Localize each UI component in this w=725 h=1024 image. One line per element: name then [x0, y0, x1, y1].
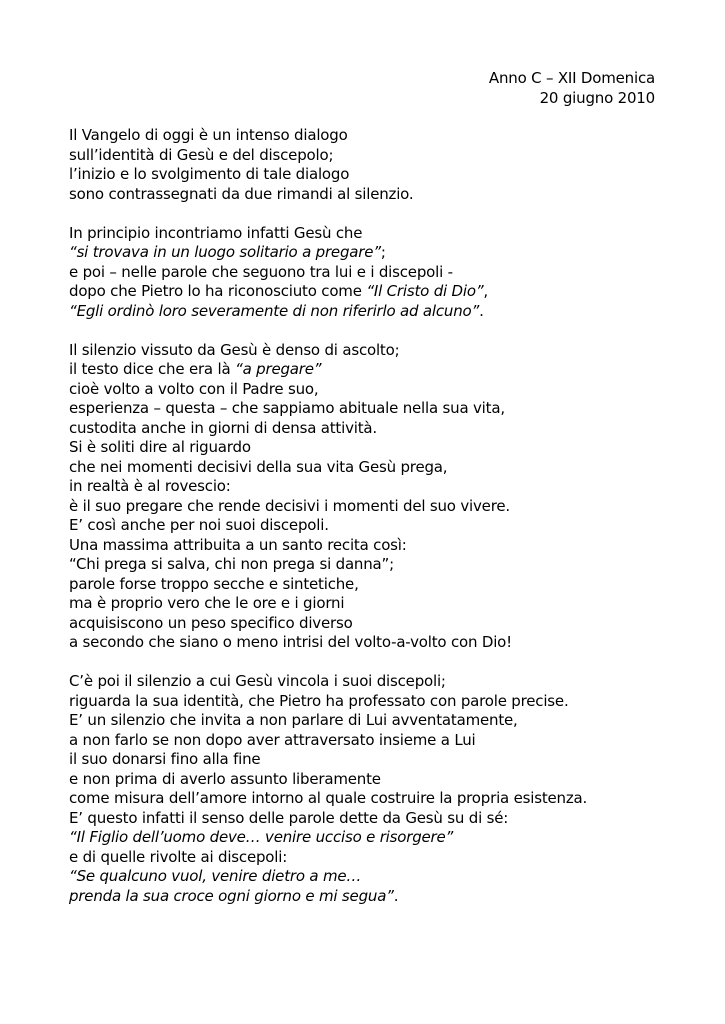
text-line	[69, 711, 669, 731]
text-segment: come misura dell’amore intorno al quale costruire la propria esistenza.	[69, 789, 588, 807]
text-line	[69, 263, 669, 283]
text-segment: Il Vangelo di oggi è un intenso dialogo	[69, 126, 348, 144]
text-line	[69, 672, 669, 692]
text-segment: sono contrassegnati da due rimandi al silenzio.	[69, 184, 414, 203]
text-line	[69, 419, 669, 439]
text-line	[69, 282, 669, 302]
text-segment: e di quelle rivolte ai discepoli:	[69, 847, 288, 866]
paragraph	[69, 341, 669, 653]
text-line	[69, 789, 669, 809]
text-segment: acquisiscono un peso specifico diverso	[69, 613, 353, 632]
text-segment: sull’identità di Gesù e del discepolo;	[69, 145, 334, 164]
document-header	[489, 68, 655, 108]
text-line	[69, 887, 669, 907]
quoted-text: “si trovava in un luogo solitario a pregare”	[69, 243, 381, 261]
text-segment: E’ un silenzio che invita a non parlare di Lui avventatamente,	[69, 711, 518, 729]
text-segment: Si è soliti dire al riguardo	[69, 438, 251, 456]
text-line	[69, 458, 669, 478]
text-segment: dopo che Pietro lo ha riconosciuto come	[69, 282, 367, 300]
paragraph	[69, 224, 669, 322]
quoted-text: “Il Figlio dell’uomo deve… venire ucciso e risorgere”	[69, 828, 454, 846]
text-line	[69, 126, 669, 146]
text-line	[69, 399, 669, 419]
text-segment: e non prima di averlo assunto liberamente	[69, 769, 381, 788]
text-segment: E’ questo infatti il senso delle parole dette da Gesù su di sé:	[69, 808, 509, 827]
quoted-text: prenda la sua croce ogni giorno e mi segua”	[69, 886, 394, 905]
text-segment: e poi – nelle parole che seguono tra lui e i discepoli -	[69, 262, 453, 281]
text-line	[69, 750, 669, 770]
text-segment: ,	[483, 282, 488, 300]
quoted-text: “a pregare”	[235, 360, 322, 378]
text-line	[69, 224, 669, 244]
text-line	[69, 867, 669, 887]
quoted-text: “Il Cristo di Dio”	[366, 282, 484, 300]
text-segment: “Chi prega si salva, chi non prega si danna”;	[69, 555, 394, 573]
text-segment: l’inizio e lo svolgimento di tale dialogo	[69, 165, 350, 183]
text-line	[69, 302, 669, 322]
text-line	[69, 165, 669, 185]
text-line	[69, 477, 669, 497]
quoted-text: “Egli ordinò loro severamente di non riferirlo ad alcuno”	[69, 301, 480, 320]
text-line	[69, 614, 669, 634]
text-segment: Una massima attribuita a un santo recita così:	[69, 535, 407, 554]
text-segment: cioè volto a volto con il Padre suo,	[69, 379, 319, 398]
text-segment: il testo dice che era là	[69, 360, 236, 378]
text-line	[69, 692, 669, 712]
text-line	[69, 828, 669, 848]
text-line	[69, 380, 669, 400]
text-line	[69, 633, 669, 653]
text-line	[69, 243, 669, 263]
text-line	[69, 341, 669, 361]
text-segment: esperienza – questa – che sappiamo abituale nella sua vita,	[69, 399, 505, 417]
text-line	[69, 770, 669, 790]
text-line	[69, 555, 669, 575]
text-line	[69, 731, 669, 751]
text-segment: .	[393, 886, 399, 905]
text-segment: che nei momenti decisivi della sua vita Gesù prega,	[69, 457, 448, 476]
paragraph	[69, 126, 669, 204]
text-segment: custodita anche in giorni di densa attività.	[69, 418, 377, 437]
text-segment: E’ così anche per noi suoi discepoli.	[69, 516, 329, 534]
text-line	[69, 809, 669, 829]
text-segment: è il suo pregare che rende decisivi i momenti del suo vivere.	[69, 496, 510, 515]
text-segment: ma è proprio vero che le ore e i giorni	[69, 594, 345, 612]
text-segment: riguarda la sua identità, che Pietro ha professato con parole precise.	[69, 691, 569, 710]
text-line	[69, 360, 669, 380]
text-segment: a secondo che siano o meno intrisi del volto-a-volto con Dio!	[69, 633, 512, 651]
liturgical-date: Anno C – XII Domenica	[488, 69, 655, 87]
text-segment: Il silenzio vissuto da Gesù è denso di ascolto;	[69, 340, 400, 359]
paragraph	[69, 672, 669, 906]
calendar-date: 20 giugno 2010	[539, 89, 655, 107]
text-line	[69, 185, 669, 205]
text-line	[69, 594, 669, 614]
text-line	[69, 575, 669, 595]
text-line	[69, 536, 669, 556]
text-segment: .	[479, 301, 484, 320]
text-segment: In principio incontriamo infatti Gesù che	[69, 223, 363, 242]
text-segment: parole forse troppo secche e sintetiche,	[69, 574, 359, 593]
text-line	[69, 438, 669, 458]
text-line	[69, 516, 669, 536]
text-segment: C’è poi il silenzio a cui Gesù vincola i suoi discepoli;	[69, 672, 446, 690]
text-segment: in realtà è al rovescio:	[69, 477, 231, 495]
quoted-text: “Se qualcuno vuol, venire dietro a me…	[69, 867, 362, 885]
text-segment: il suo donarsi fino alla fine	[69, 750, 261, 768]
text-line	[69, 497, 669, 517]
homily-text	[69, 126, 669, 926]
text-line	[69, 146, 669, 166]
text-line	[69, 848, 669, 868]
text-segment: a non farlo se non dopo aver attraversato insieme a Lui	[69, 730, 476, 749]
text-segment: ;	[380, 243, 386, 261]
